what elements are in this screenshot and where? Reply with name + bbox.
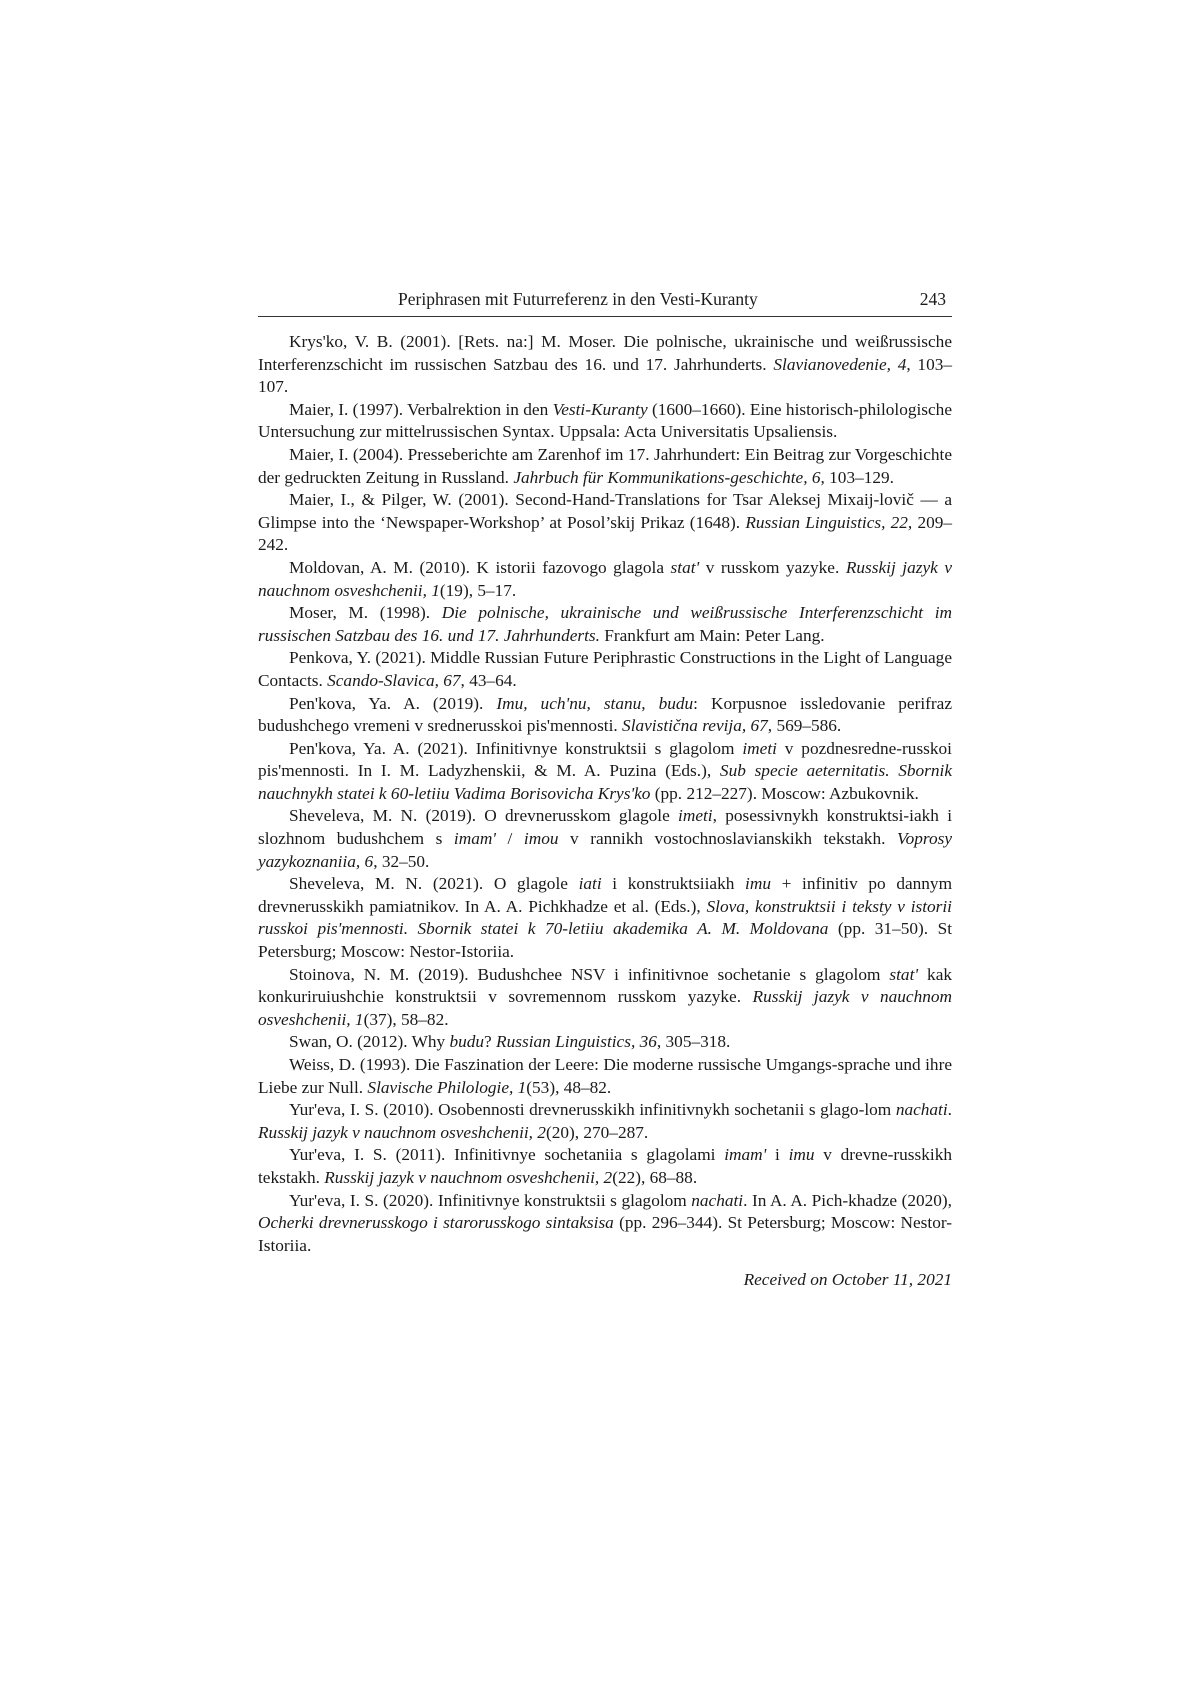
reference-italic-text: Voprosy yazykoznaniia, 6 bbox=[258, 829, 952, 871]
reference-italic-text: Scando-Slavica, 67 bbox=[327, 670, 461, 690]
reference-italic-text: Imu, uch'nu, stanu, budu bbox=[496, 693, 694, 713]
reference-italic-text: nachati bbox=[895, 1100, 948, 1120]
reference-text: + infinitiv po dannym drevnerusskikh pamiatnikov. In A. A. Pichkhadze et al. (Eds.), bbox=[258, 874, 953, 916]
reference-entry bbox=[258, 1031, 952, 1054]
reference-text: (1600–1660). Eine historisch-philologische Untersuchung zur mittelrussischen Syntax. Uppsala: Acta Universitatis Upsaliensis. bbox=[258, 399, 952, 442]
reference-italic-text: imou bbox=[523, 829, 559, 849]
reference-text: , 103–129. bbox=[820, 467, 894, 487]
reference-entry bbox=[258, 1099, 952, 1144]
reference-italic-text: Ocherki drevnerusskogo i starorusskogo sintaksisa bbox=[258, 1213, 614, 1233]
reference-italic-text: Russian Linguistics, 36 bbox=[496, 1032, 657, 1052]
reference-italic-text: stat' bbox=[889, 964, 919, 984]
reference-text: , 103–107. bbox=[258, 354, 952, 397]
reference-list bbox=[258, 331, 952, 1257]
reference-entry bbox=[258, 1054, 952, 1099]
received-date: Received on October 11, 2021 bbox=[743, 1270, 952, 1290]
reference-text: Maier, I. (2004). Presseberichte am Zarenhof im 17. Jahrhundert: Ein Beitrag zur Vorgeschichte der gedruckten Zeitung in Russland. bbox=[258, 444, 952, 487]
reference-text: (pp. 31–50). St Petersburg; Moscow: Nestor-Istoriia. bbox=[258, 919, 952, 962]
reference-italic-text: Slova, konstruktsii i teksty v istorii russkoi pis'mennosti. Sbornik statei k 70-letiiu akademika A. M. Moldovana bbox=[258, 896, 952, 939]
reference-italic-text: Vesti-Kuranty bbox=[552, 399, 648, 419]
reference-text: kak konkuriruiushchie konstruktsii v sovremennom russkom yazyke. bbox=[258, 964, 952, 1007]
reference-italic-text: Slavianovedenie, 4 bbox=[773, 354, 907, 374]
reference-italic-text: Jahrbuch für Kommunikations-geschichte, 6 bbox=[513, 467, 821, 487]
reference-text: (pp. 212–227). Moscow: Azbukovnik. bbox=[650, 783, 919, 803]
reference-italic-text: imeti bbox=[742, 738, 777, 758]
reference-text: : Korpusnoe issledovanie perifraz budushchego vremeni v srednerusskoi pis'mennosti. bbox=[258, 693, 952, 736]
page bbox=[258, 287, 952, 1291]
reference-text: Swan, O. (2012). Why bbox=[289, 1032, 450, 1052]
reference-text: Sheveleva, M. N. (2019). O drevnerusskom glagole bbox=[289, 806, 679, 826]
reference-text: i bbox=[766, 1145, 789, 1165]
reference-text: , 569–586. bbox=[767, 716, 842, 736]
reference-italic-text: Russkij jazyk v nauchnom osveshchenii, 1 bbox=[258, 557, 952, 600]
reference-italic-text: stat' bbox=[670, 557, 700, 577]
reference-text: (20), 270–287. bbox=[545, 1122, 649, 1142]
reference-italic-text: Russkij jazyk v nauchnom osveshchenii, 1 bbox=[258, 987, 952, 1029]
reference-entry bbox=[258, 693, 952, 738]
reference-entry bbox=[258, 964, 952, 1032]
reference-italic-text: Russkij jazyk v nauchnom osveshchenii, 2 bbox=[324, 1167, 613, 1187]
reference-text: (pp. 296–344). St Petersburg; Moscow: Nestor-Istoriia. bbox=[258, 1213, 953, 1255]
reference-italic-text: Slavistična revija, 67 bbox=[622, 716, 768, 736]
reference-text: (53), 48–82. bbox=[526, 1077, 612, 1097]
reference-entry bbox=[258, 399, 952, 444]
reference-text: Pen'kova, Ya. A. (2019). bbox=[289, 693, 497, 713]
reference-entry bbox=[258, 647, 952, 692]
reference-text: , posessivnykh konstruktsi-iakh i slozhnom budushchem s bbox=[258, 806, 952, 849]
reference-italic-text: imu bbox=[788, 1145, 815, 1165]
reference-text: Penkova, Y. (2021). Middle Russian Future Periphrastic Constructions in the Light of Language Contacts. bbox=[258, 648, 952, 690]
reference-entry bbox=[258, 738, 952, 806]
reference-italic-text: Sub specie aeternitatis. Sbornik nauchnykh statei k 60-letiiu Vadima Borisovicha Krys'ko bbox=[258, 761, 953, 803]
reference-italic-text: iati bbox=[578, 874, 602, 894]
reference-italic-text: Russian Linguistics, 22 bbox=[745, 512, 908, 532]
reference-text: , 305–318. bbox=[656, 1032, 731, 1052]
reference-text: Krys'ko, V. B. (2001). [Rets. na:] M. Moser. Die polnische, ukrainische und weißrussische Interferenzschicht im russischen Satzbau des 16. und 17. Jahrhunderts. bbox=[258, 332, 952, 374]
reference-text: (37), 58–82. bbox=[363, 1009, 449, 1029]
reference-text: v russkom yazyke. bbox=[699, 557, 846, 577]
reference-italic-text: Die polnische, ukrainische und weißrussische Interferenzschicht im russischen Satzbau des 16. und 17. Jahrhunderts. bbox=[258, 603, 952, 645]
reference-text: (19), 5–17. bbox=[439, 580, 517, 600]
reference-text: , 209–242. bbox=[258, 512, 953, 555]
reference-entry bbox=[258, 1144, 952, 1189]
reference-italic-text: Russkij jazyk v nauchnom osveshchenii, 2 bbox=[258, 1122, 546, 1142]
reference-text: Moser, M. (1998). bbox=[289, 603, 442, 623]
reference-text: v drevne-russkikh tekstakh. bbox=[258, 1145, 952, 1187]
reference-entry bbox=[258, 805, 952, 873]
reference-text: v rannikh vostochnoslavianskikh tekstakh. bbox=[558, 829, 897, 849]
reference-entry bbox=[258, 873, 952, 963]
reference-entry bbox=[258, 331, 952, 399]
running-title: Periphrasen mit Futurreferenz in den Vesti-Kuranty bbox=[398, 289, 758, 309]
reference-text: Pen'kova, Ya. A. (2021). Infinitivnye konstruktsii s glagolom bbox=[289, 738, 743, 758]
reference-text: Maier, I., & Pilger, W. (2001). Second-Hand-Translations for Tsar Aleksej Mixaij-lovič — a Glimpse into the ‘Newspaper-Workshop’ at Posol’skij Prikaz (1648). bbox=[258, 490, 952, 532]
reference-text: Moldovan, A. M. (2010). K istorii fazovogo glagola bbox=[289, 557, 671, 577]
reference-entry bbox=[258, 444, 952, 489]
reference-text: , 32–50. bbox=[373, 851, 430, 871]
reference-text: Yur'eva, I. S. (2010). Osobennosti drevnerusskikh infinitivnykh sochetanii s glago-lom bbox=[289, 1100, 896, 1120]
reference-entry bbox=[258, 489, 952, 557]
reference-italic-text: imu bbox=[745, 874, 771, 894]
reference-text: i konstruktsiiakh bbox=[601, 874, 746, 894]
reference-text: Yur'eva, I. S. (2020). Infinitivnye konstruktsii s glagolom bbox=[289, 1190, 692, 1210]
reference-text: . In A. A. Pich-khadze (2020), bbox=[743, 1190, 952, 1210]
reference-entry bbox=[258, 602, 952, 647]
reference-entry bbox=[258, 1190, 952, 1258]
reference-italic-text: imeti bbox=[678, 806, 713, 826]
reference-text: . bbox=[947, 1100, 952, 1120]
reference-text: Stoinova, N. M. (2019). Budushchee NSV i infinitivnoe sochetanie s glagolom bbox=[289, 964, 890, 984]
reference-text: / bbox=[496, 829, 524, 849]
reference-text: (22), 68–88. bbox=[612, 1167, 698, 1187]
reference-text: Sheveleva, M. N. (2021). O glagole bbox=[289, 874, 579, 894]
reference-italic-text: budu bbox=[449, 1032, 485, 1052]
reference-italic-text: Slavische Philologie, 1 bbox=[367, 1077, 527, 1097]
reference-italic-text: imam' bbox=[724, 1145, 767, 1165]
reference-text: ? bbox=[484, 1032, 497, 1052]
reference-text: v pozdnesredne-russkoi pis'mennosti. In I. M. Ladyzhenskii, & M. A. Puzina (Eds.), bbox=[258, 738, 952, 781]
reference-text: Frankfurt am Main: Peter Lang. bbox=[599, 625, 825, 645]
page-number: 243 bbox=[919, 289, 946, 309]
running-header bbox=[258, 287, 952, 317]
reference-text: Weiss, D. (1993). Die Faszination der Leere: Die moderne russische Umgangs-sprache und ihre Liebe zur Null. bbox=[258, 1055, 952, 1097]
reference-text: , 43–64. bbox=[460, 670, 517, 690]
reference-text: Yur'eva, I. S. (2011). Infinitivnye sochetaniia s glagolami bbox=[289, 1145, 725, 1165]
reference-text: Maier, I. (1997). Verbalrektion in den bbox=[289, 399, 553, 419]
reference-entry bbox=[258, 557, 952, 602]
reference-italic-text: nachati bbox=[691, 1190, 744, 1210]
reference-italic-text: imam' bbox=[453, 829, 497, 849]
